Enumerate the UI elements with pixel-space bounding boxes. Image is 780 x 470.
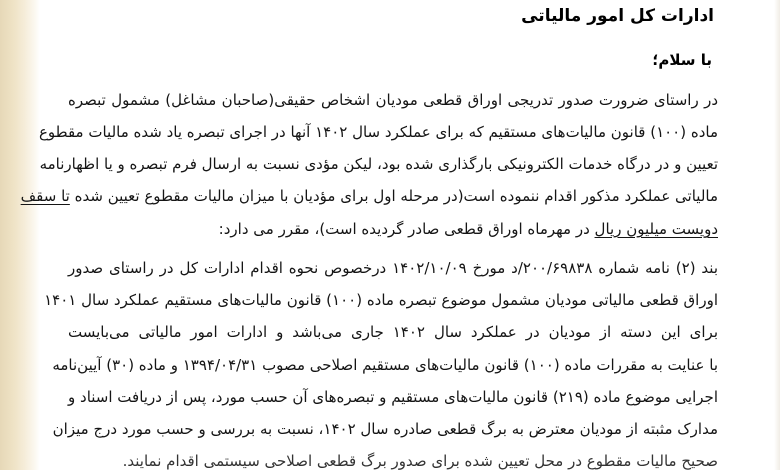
paragraph1-line1: در راستای ضرورت صدور تدریجی اوراق قطعی مودیان اشخاص حقیقی(صاحبان مشاغل) مشمول تبصره bbox=[68, 91, 718, 109]
paragraph1-line4-text: مالیاتی عملکرد مذکور اقدام ننموده است(در مرحله اول برای مؤدیان با میزان مالیات مقطوع تعیین شده bbox=[74, 187, 718, 205]
underlined-phrase-ceiling: تا سقف bbox=[20, 187, 70, 205]
paragraph1-line2: ماده (۱۰۰) قانون مالیات‌های مستقیم که برای عملکرد سال ۱۴۰۲ آنها در اجرای تبصره یاد شده مالیات مقطوع bbox=[38, 123, 718, 141]
paragraph1-line4 bbox=[20, 187, 718, 205]
paper-right-edge bbox=[774, 0, 780, 470]
paragraph2-line4: با عنایت به مقررات ماده (۱۰۰) قانون مالیات‌های مستقیم اصلاحی مصوب ۱۳۹۴/۰۴/۳۱ و ماده (۳۰) آیین‌نامه bbox=[52, 356, 718, 374]
paragraph1-line5: دویست میلیون ریال در مهرماه اوراق قطعی صادر گردیده است)، مقرر می دارد: bbox=[218, 220, 718, 238]
paragraph2-line7: صحیح مالیات مقطوع در محل تعیین شده برای صدور برگ قطعی اصلاحی سیستمی اقدام نمایند. bbox=[122, 452, 718, 470]
paragraph2-line2: اوراق قطعی مالیاتی مودیان مشمول موضوع تبصره ماده (۱۰۰) قانون مالیات‌های مستقیم عملکرد سال ۱۴۰۱ bbox=[44, 291, 718, 309]
paragraph2-line6: مدارک مثبته از مودیان معترض به برگ قطعی صادره سال ۱۴۰۲، نسبت به بررسی و حسب مورد درج میزان bbox=[52, 420, 718, 438]
paragraph2-line5: اجرایی موضوع ماده (۲۱۹) قانون مالیات‌های مستقیم و تبصره‌های آن حسب مورد، پس از دریافت اسناد و bbox=[68, 388, 718, 406]
salutation: با سلام؛ bbox=[652, 51, 712, 69]
letter-heading: ادارات کل امور مالیاتی bbox=[521, 6, 714, 26]
paragraph2-line1: بند (۲) نامه شماره ۲۰۰/۶۹۸۳۸/د مورخ ۱۴۰۲/۱۰/۰۹ درخصوص نحوه اقدام ادارات کل در راستای صدور bbox=[68, 259, 718, 277]
underlined-phrase-amount: دویست میلیون ریال bbox=[594, 220, 718, 238]
paragraph1-line3: تعیین و در درگاه خدمات الکترونیکی بارگذاری شده بود، لیکن مؤدی نسبت به ارسال فرم تبصره و یا اظهارنامه bbox=[39, 155, 718, 173]
paper-left-border bbox=[0, 0, 40, 470]
paragraph2-line3: برای این دسته از مودیان در عملکرد سال ۱۴۰۲ جاری می‌باشد و ادارات امور مالیاتی می‌بایست bbox=[68, 323, 718, 341]
